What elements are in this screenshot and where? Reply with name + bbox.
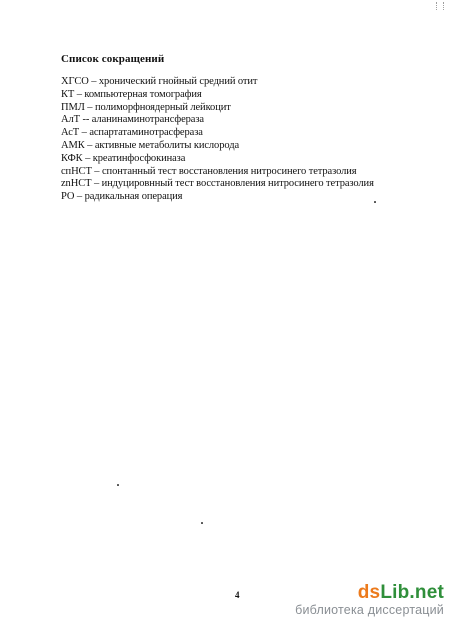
list-item: РО – радикальная операция	[61, 191, 183, 203]
watermark-brand	[295, 583, 444, 603]
abbreviation-definition: компьютерная томография	[84, 88, 202, 100]
page-number: 4	[235, 590, 240, 600]
scan-corner-mark	[436, 2, 444, 10]
abbreviation-term: znНСТ	[61, 178, 92, 190]
abbreviation-definition: аспартатаминотрасфераза	[89, 127, 203, 139]
abbreviation-term: спНСТ	[61, 165, 92, 177]
list-item: znНСТ – индуцировнный тест восстановления нитросинего тетразолия	[61, 178, 374, 190]
watermark-logo	[295, 583, 444, 618]
abbreviation-term: РО	[61, 191, 75, 203]
abbreviation-term: ПМЛ	[61, 101, 85, 113]
abbreviation-definition: радикальная операция	[84, 191, 183, 203]
abbreviation-term: АсТ	[61, 127, 80, 139]
list-item: АсТ – аспартатаминотрасфераза	[61, 127, 203, 139]
watermark-brand-ds: ds	[357, 582, 381, 603]
abbreviation-term: ХГСО	[61, 76, 89, 87]
scan-speck	[374, 201, 376, 203]
abbreviation-term: КФК	[61, 152, 83, 164]
abbreviation-definition: индуцировнный тест восстановления нитросинего тетразолия	[101, 178, 374, 190]
list-item: АлТ -- аланинаминотрансфераза	[61, 114, 204, 126]
list-item: ХГСО – хронический гнойный средний отит	[61, 76, 258, 87]
abbreviation-definition: спонтанный тест восстановления нитросинего тетразолия	[101, 165, 357, 177]
abbreviation-definition: аланинаминотрансфераза	[91, 114, 204, 126]
abbreviation-definition: хронический гнойный средний отит	[98, 76, 258, 87]
scan-speck	[201, 522, 203, 524]
abbreviation-term: АМК	[61, 139, 85, 151]
abbreviation-term: АлТ	[61, 114, 80, 126]
abbreviation-list	[61, 76, 374, 204]
watermark-brand-lib: Lib	[380, 582, 410, 603]
list-item: АМК – активные метаболиты кислорода	[61, 139, 240, 151]
list-item: спНСТ – спонтанный тест восстановления нитросинего тетразолия	[61, 165, 357, 177]
abbreviation-definition: креатинфосфокиназа	[92, 152, 186, 164]
abbreviation-definition: полиморфноядерный лейкоцит	[94, 101, 231, 113]
watermark-subtitle: библиотека диссертаций	[295, 603, 444, 617]
abbreviation-definition: активные метаболиты кислорода	[94, 139, 240, 151]
watermark-brand-net: .net	[409, 582, 444, 603]
page-title: Список сокращений	[61, 53, 165, 65]
list-item: КФК – креатинфосфокиназа	[61, 152, 186, 164]
abbreviation-term: КТ	[61, 88, 75, 100]
list-item: ПМЛ – полиморфноядерный лейкоцит	[61, 101, 231, 113]
list-item: КТ – компьютерная томография	[61, 88, 202, 100]
scan-speck	[117, 484, 119, 486]
